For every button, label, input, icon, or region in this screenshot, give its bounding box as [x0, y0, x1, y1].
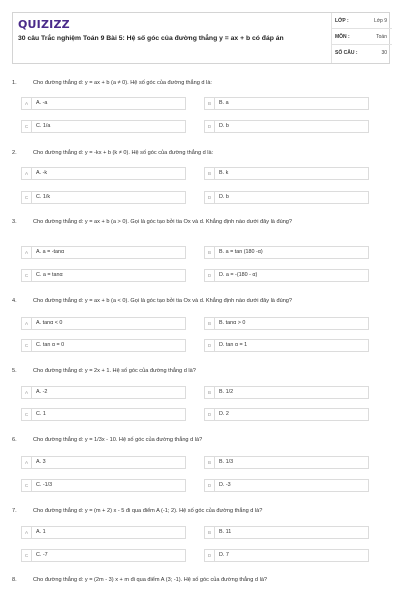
option-text: C. -7	[36, 552, 48, 558]
option-a[interactable]	[21, 456, 186, 469]
info-label: SỐ CÂU :	[335, 50, 358, 56]
info-label: MÔN :	[335, 34, 350, 40]
option-text: A. -k	[36, 170, 48, 176]
option-letter: B	[205, 318, 215, 329]
option-text: A. -2	[36, 389, 48, 395]
option-letter: C	[22, 340, 32, 351]
option-letter: C	[22, 270, 32, 281]
option-c[interactable]	[21, 479, 186, 492]
option-d[interactable]	[204, 191, 369, 204]
option-letter: B	[205, 98, 215, 109]
question-text: Cho đường thẳng d: y = 2x + 1. Hệ số góc của đường thẳng d là?	[33, 368, 196, 374]
option-letter: A	[22, 98, 32, 109]
option-d[interactable]	[204, 120, 369, 133]
option-a[interactable]	[21, 317, 186, 330]
option-text: D. a = -(180 - α)	[219, 272, 258, 278]
option-letter: B	[205, 457, 215, 468]
option-a[interactable]	[21, 246, 186, 259]
option-text: D. tan α = 1	[219, 342, 248, 348]
option-letter: D	[205, 480, 215, 491]
option-c[interactable]	[21, 549, 186, 562]
option-letter: D	[205, 550, 215, 561]
info-label: LỚP :	[335, 18, 349, 24]
question-text: Cho đường thẳng d: y = (m + 2) x - 5 đi qua điểm A (-1; 2). Hệ số góc của đường thẳng d là?	[33, 508, 263, 514]
option-b[interactable]	[204, 526, 369, 539]
option-text: A. -a	[36, 100, 48, 106]
option-a[interactable]	[21, 167, 186, 180]
worksheet-header	[12, 12, 390, 64]
info-row-count	[332, 45, 392, 61]
option-text: B. a = tan (180 -α)	[219, 249, 263, 255]
option-text: A. a = -tanα	[36, 249, 65, 255]
option-text: B. a	[219, 100, 229, 106]
option-text: B. tanα > 0	[219, 320, 246, 326]
question-number: 4.	[12, 298, 17, 304]
option-b[interactable]	[204, 246, 369, 259]
option-letter: D	[205, 270, 215, 281]
info-value: Lớp 9	[373, 18, 387, 24]
option-a[interactable]	[21, 386, 186, 399]
option-letter: D	[205, 340, 215, 351]
question-text: Cho đường thẳng d: y = -kx + b (k ≠ 0). Hệ số góc của đường thẳng d là:	[33, 150, 214, 156]
option-text: B. 11	[219, 529, 232, 535]
option-c[interactable]	[21, 269, 186, 282]
option-letter: C	[22, 409, 32, 420]
question-number: 5.	[12, 368, 17, 374]
question-text: Cho đường thẳng d: y = 1/3x - 10. Hệ số góc của đường thẳng d là?	[33, 437, 203, 443]
option-letter: A	[22, 247, 32, 258]
option-letter: B	[205, 168, 215, 179]
option-a[interactable]	[21, 526, 186, 539]
option-b[interactable]	[204, 456, 369, 469]
option-letter: A	[22, 168, 32, 179]
option-letter: D	[205, 409, 215, 420]
question-number: 8.	[12, 577, 17, 583]
option-letter: C	[22, 121, 32, 132]
option-text: C. -1/3	[36, 482, 53, 488]
option-c[interactable]	[21, 339, 186, 352]
option-b[interactable]	[204, 386, 369, 399]
option-letter: C	[22, 192, 32, 203]
option-text: C. 1/a	[36, 123, 51, 129]
question-text: Cho đường thẳng d: y = (2m - 3) x + m đi qua điểm A (3; -1). Hệ số góc của đường thẳng d là?	[33, 577, 268, 583]
option-text: A. tanα < 0	[36, 320, 63, 326]
option-letter: A	[22, 527, 32, 538]
info-value: 30	[381, 50, 387, 56]
option-letter: B	[205, 247, 215, 258]
option-c[interactable]	[21, 120, 186, 133]
quizizz-logo: QUIZIZZ	[18, 18, 70, 31]
option-d[interactable]	[204, 549, 369, 562]
info-row-grade	[332, 13, 392, 29]
option-d[interactable]	[204, 479, 369, 492]
question-text: Cho đường thẳng d: y = ax + b (a > 0). Gọi là góc tạo bởi tia Ox và d. Khẳng định nào dưới đây là đúng?	[33, 219, 293, 225]
option-c[interactable]	[21, 408, 186, 421]
option-letter: D	[205, 121, 215, 132]
option-letter: A	[22, 318, 32, 329]
info-value: Toán	[376, 34, 387, 40]
option-d[interactable]	[204, 408, 369, 421]
option-text: C. 1	[36, 411, 46, 417]
option-text: A. 3	[36, 459, 46, 465]
question-text: Cho đường thẳng d: y = ax + b (a < 0). Gọi là góc tạo bởi tia Ox và d. Khẳng định nào dưới đây là đúng?	[33, 298, 293, 304]
option-letter: C	[22, 550, 32, 561]
option-text: C. 1/k	[36, 194, 51, 200]
option-text: D. b	[219, 194, 229, 200]
option-text: B. 1/3	[219, 459, 234, 465]
info-row-subject	[332, 29, 392, 45]
option-text: D. -3	[219, 482, 231, 488]
question-text: Cho đường thẳng d: y = ax + b (a ≠ 0). Hệ số góc của đường thẳng d là:	[33, 80, 212, 86]
option-text: D. 7	[219, 552, 229, 558]
option-d[interactable]	[204, 269, 369, 282]
option-text: B. k	[219, 170, 229, 176]
question-number: 2.	[12, 150, 17, 156]
option-letter: A	[22, 387, 32, 398]
option-text: D. b	[219, 123, 229, 129]
option-d[interactable]	[204, 339, 369, 352]
option-b[interactable]	[204, 97, 369, 110]
option-text: C. tan α = 0	[36, 342, 65, 348]
option-b[interactable]	[204, 167, 369, 180]
option-letter: C	[22, 480, 32, 491]
question-number: 3.	[12, 219, 17, 225]
option-text: C. a = tanα	[36, 272, 63, 278]
option-text: A. 1	[36, 529, 46, 535]
option-text: B. 1/2	[219, 389, 234, 395]
worksheet-title: 30 câu Trắc nghiệm Toán 9 Bài 5: Hệ số góc của đường thẳng y = ax + b có đáp án	[18, 35, 284, 42]
option-a[interactable]	[21, 97, 186, 110]
option-c[interactable]	[21, 191, 186, 204]
question-number: 6.	[12, 437, 17, 443]
option-letter: D	[205, 192, 215, 203]
question-number: 1.	[12, 80, 17, 86]
question-number: 7.	[12, 508, 17, 514]
info-table	[331, 13, 391, 63]
option-letter: A	[22, 457, 32, 468]
option-letter: B	[205, 527, 215, 538]
option-text: D. 2	[219, 411, 229, 417]
option-letter: B	[205, 387, 215, 398]
option-b[interactable]	[204, 317, 369, 330]
